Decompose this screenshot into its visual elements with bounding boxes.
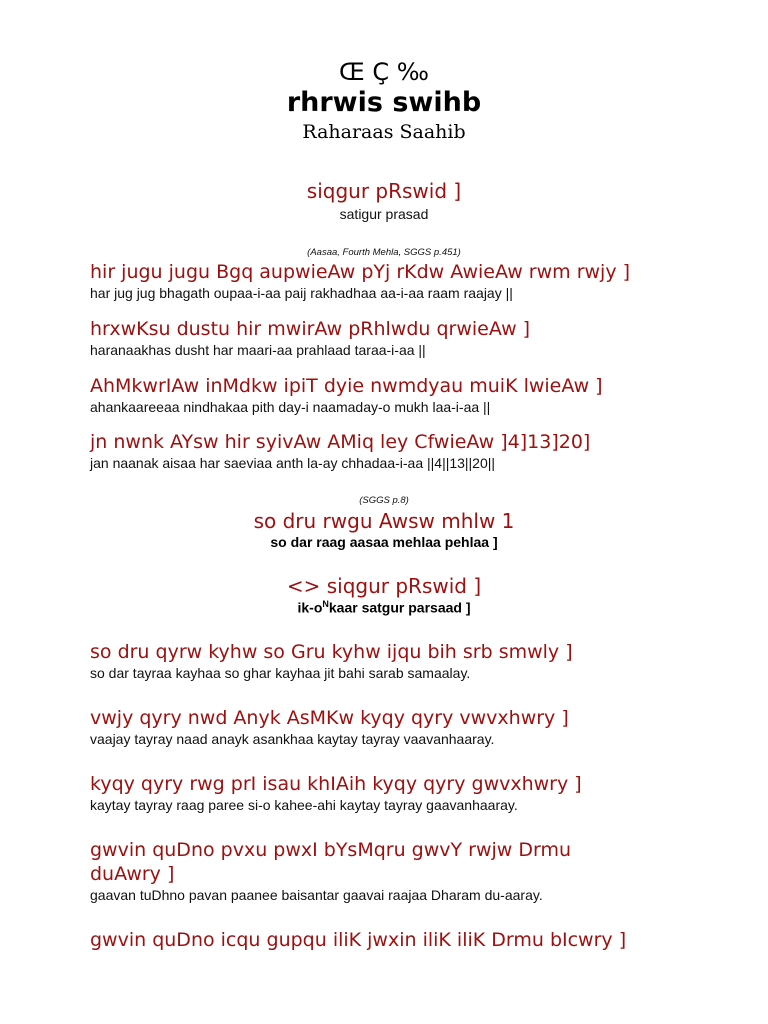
verse-translit: kaytay tayray raag paree si-o kahee-ahi kaytay tayray gaavanhaaray.	[90, 797, 518, 813]
translit-pre: ik-o	[297, 599, 323, 616]
section2-gurmukhi: so dru rwgu Awsw mhlw 1	[253, 509, 515, 533]
verse-translit: ahankaareeaa nindhakaa pith day-i naamaday-o mukh laa-i-aa ||	[90, 399, 491, 415]
verse-9	[90, 928, 710, 952]
header-symbols: Œ Ç ‰	[339, 58, 429, 86]
verse-gurmukhi: AhMkwrIAw inMdkw ipiT dyie nwmdyau muiK lwieAw ]	[90, 375, 603, 397]
section3-gurmukhi: <> siqgur pRswid ]	[286, 574, 482, 598]
section3-translit	[0, 599, 768, 616]
verse-translit: so dar tayraa kayhaa so ghar kayhaa jit bahi sarab samaalay.	[90, 665, 471, 681]
verse-gurmukhi: jn nwnk AYsw hir syivAw AMiq ley CfwieAw ]4]13]20]	[90, 431, 591, 453]
verse-6	[90, 706, 710, 748]
reference-2: (SGGS p.8)	[359, 495, 409, 506]
verse-2	[90, 317, 710, 359]
verse-1	[90, 260, 710, 302]
verse-7	[90, 772, 710, 814]
page-title: rhrwis swihb	[286, 87, 482, 118]
verse-5	[90, 640, 710, 682]
page-subtitle: Raharaas Saahib	[302, 121, 466, 143]
verse-gurmukhi: so dru qyrw kyhw so Gru kyhw ijqu bih srb smwly ]	[90, 641, 573, 663]
verse-gurmukhi: vwjy qyry nwd Anyk AsMKw kyqy qyry vwvxhwry ]	[90, 707, 569, 729]
verse-translit: haranaakhas dusht har maari-aa prahlaad taraa-i-aa ||	[90, 342, 426, 358]
verse-translit: gaavan tuDhno pavan paanee baisantar gaavai raajaa Dharam du-aaray.	[90, 887, 543, 903]
verse-translit: jan naanak aisaa har saeviaa anth la-ay chhadaa-i-aa ||4||13||20||	[90, 455, 496, 471]
verse-gurmukhi: gwvin quDno icqu gupqu iliK jwxin iliK iliK Drmu bIcwry ]	[90, 929, 627, 951]
intro-gurmukhi: siqgur pRswid ]	[306, 179, 462, 203]
translit-sup: N	[322, 599, 329, 609]
verse-gurmukhi: kyqy qyry rwg prI isau khIAih kyqy qyry gwvxhwry ]	[90, 773, 582, 795]
verse-8	[90, 838, 620, 904]
verse-gurmukhi: hrxwKsu dustu hir mwirAw pRhlwdu qrwieAw ]	[90, 318, 531, 340]
section2-translit: so dar raag aasaa mehlaa pehlaa ]	[270, 534, 498, 550]
verse-3	[90, 374, 710, 416]
verse-translit: har jug jug bhagath oupaa-i-aa paij rakhadhaa aa-i-aa raam raajay ||	[90, 285, 513, 301]
reference-1: (Aasaa, Fourth Mehla, SGGS p.451)	[307, 247, 461, 258]
verse-gurmukhi: gwvin quDno pvxu pwxI bYsMqru gwvY rwjw Drmu duAwry ]	[90, 839, 572, 885]
verse-gurmukhi: hir jugu jugu Bgq aupwieAw pYj rKdw AwieAw rwm rwjy ]	[90, 261, 631, 283]
verse-4	[90, 430, 710, 472]
translit-post: kaar satgur parsaad ]	[328, 599, 471, 616]
intro-translit: satigur prasad	[339, 206, 429, 222]
verse-translit: vaajay tayray naad anayk asankhaa kaytay tayray vaavanhaaray.	[90, 731, 495, 747]
